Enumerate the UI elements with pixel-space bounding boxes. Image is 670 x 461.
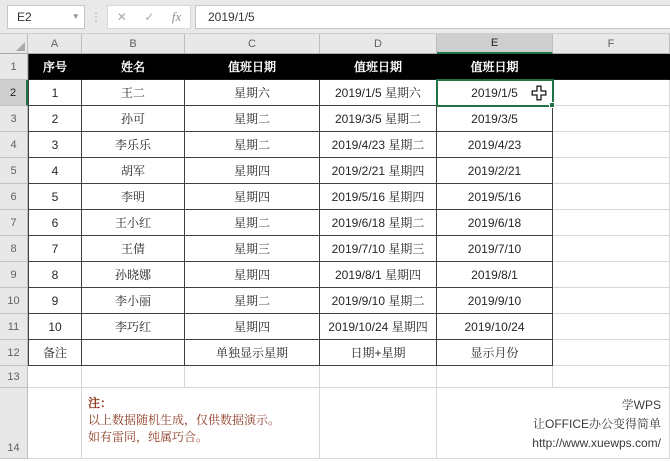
row-header-10[interactable]: 10 (0, 288, 28, 314)
row-header-6[interactable]: 6 (0, 184, 28, 210)
table-cell[interactable]: 日期+星期 (320, 340, 437, 366)
table-header-cell[interactable]: 姓名 (82, 54, 185, 80)
table-cell[interactable]: 星期四 (185, 314, 320, 340)
table-cell[interactable]: 王二 (82, 80, 185, 106)
table-cell[interactable]: 2019/8/1 星期四 (320, 262, 437, 288)
table-cell[interactable]: 2019/3/5 (437, 106, 553, 132)
column-header-e[interactable]: E (437, 34, 553, 54)
empty-cell[interactable] (553, 340, 670, 366)
empty-cell[interactable] (82, 366, 185, 388)
cell-cursor-icon (531, 85, 547, 101)
table-cell[interactable]: 7 (28, 236, 82, 262)
table-header-cell[interactable]: 值班日期 (437, 54, 553, 80)
notes-cell[interactable] (82, 388, 281, 459)
notes-text (82, 388, 322, 446)
footer-line: 学WPS (621, 398, 661, 412)
row-header-3[interactable]: 3 (0, 106, 28, 132)
row-header-7[interactable]: 7 (0, 210, 28, 236)
table-cell[interactable]: 孙晓娜 (82, 262, 185, 288)
table-cell[interactable]: 星期三 (185, 236, 320, 262)
table-cell[interactable]: 星期六 (185, 80, 320, 106)
table-cell[interactable]: 2019/9/10 星期二 (320, 288, 437, 314)
empty-cell[interactable] (185, 366, 320, 388)
table-header-cell[interactable]: 值班日期 (320, 54, 437, 80)
table-cell[interactable]: 李明 (82, 184, 185, 210)
empty-cell[interactable] (28, 366, 82, 388)
row-header-13[interactable]: 13 (0, 366, 28, 388)
note-line: 如有雷同，纯属巧合。 (88, 430, 209, 444)
table-cell[interactable]: 2019/2/21 (437, 158, 553, 184)
row-header-5[interactable]: 5 (0, 158, 28, 184)
spreadsheet-grid (0, 34, 670, 459)
formula-buttons (107, 5, 191, 29)
column-header-b[interactable]: B (82, 34, 185, 54)
row-header-11[interactable]: 11 (0, 314, 28, 340)
table-cell[interactable]: 2019/5/16 (437, 184, 553, 210)
row-header-1[interactable]: 1 (0, 54, 28, 80)
table-cell[interactable]: 2019/3/5 星期二 (320, 106, 437, 132)
table-cell[interactable]: 星期二 (185, 288, 320, 314)
insert-function-icon[interactable]: fx (171, 9, 182, 24)
table-cell[interactable] (82, 340, 185, 366)
table-cell[interactable]: 3 (28, 132, 82, 158)
table-cell[interactable]: 星期二 (185, 132, 320, 158)
table-cell[interactable]: 10 (28, 314, 82, 340)
empty-cell[interactable] (320, 366, 437, 388)
empty-cell[interactable] (553, 366, 670, 388)
column-header-c[interactable]: C (185, 34, 320, 54)
column-header-a[interactable]: A (28, 34, 82, 54)
table-cell[interactable]: 2019/7/10 星期三 (320, 236, 437, 262)
table-cell[interactable]: 6 (28, 210, 82, 236)
empty-cell[interactable] (437, 366, 553, 388)
select-all-corner[interactable] (0, 34, 28, 54)
empty-cell[interactable] (553, 184, 670, 210)
table-cell[interactable]: 备注 (28, 340, 82, 366)
confirm-icon[interactable]: ✓ (144, 9, 155, 24)
table-header-cell[interactable]: 值班日期 (185, 54, 320, 80)
table-cell[interactable]: 星期四 (185, 158, 320, 184)
table-cell[interactable]: 显示月份 (437, 340, 553, 366)
empty-cell[interactable] (553, 54, 670, 80)
table-cell[interactable]: 1 (28, 80, 82, 106)
table-cell[interactable]: 李乐乐 (82, 132, 185, 158)
empty-cell[interactable] (553, 262, 670, 288)
table-cell[interactable]: 星期四 (185, 184, 320, 210)
empty-cell[interactable] (553, 210, 670, 236)
empty-cell[interactable] (553, 106, 670, 132)
table-cell[interactable]: 胡军 (82, 158, 185, 184)
table-cell[interactable]: 星期四 (185, 262, 320, 288)
row-header-4[interactable]: 4 (0, 132, 28, 158)
table-cell[interactable]: 2019/8/1 (437, 262, 553, 288)
table-cell[interactable]: 孙可 (82, 106, 185, 132)
row-header-9[interactable]: 9 (0, 262, 28, 288)
formula-bar (0, 0, 670, 34)
formula-input[interactable]: 2019/1/5 (195, 5, 670, 29)
select-all-triangle-icon (16, 42, 25, 51)
empty-cell[interactable] (553, 236, 670, 262)
note-title: 注： (88, 396, 113, 410)
empty-cell[interactable] (320, 388, 437, 459)
table-cell[interactable]: 2019/1/5 星期六 (320, 80, 437, 106)
table-cell[interactable]: 2019/10/24 星期四 (320, 314, 437, 340)
table-cell[interactable]: 王小红 (82, 210, 185, 236)
row-header-8[interactable]: 8 (0, 236, 28, 262)
row-header-2[interactable]: 2 (0, 80, 28, 106)
table-cell[interactable]: 2019/4/23 星期二 (320, 132, 437, 158)
table-cell[interactable]: 单独显示星期 (185, 340, 320, 366)
active-cell-value: 2019/1/5 (471, 85, 518, 100)
chevron-down-icon[interactable]: ▾ (73, 11, 78, 21)
table-cell[interactable]: 星期二 (185, 210, 320, 236)
cancel-icon[interactable]: ✕ (116, 9, 127, 24)
footer-line: 让OFFICE办公变得简单 (533, 417, 661, 431)
row-header-14[interactable]: 14 (0, 388, 28, 459)
footer-cell[interactable] (437, 388, 670, 459)
table-cell[interactable]: 2019/9/10 (437, 288, 553, 314)
table-cell[interactable]: 王倩 (82, 236, 185, 262)
empty-cell[interactable] (553, 158, 670, 184)
name-box[interactable] (7, 5, 85, 29)
table-cell[interactable]: 5 (28, 184, 82, 210)
table-cell[interactable]: 李巧红 (82, 314, 185, 340)
table-header-cell[interactable]: 序号 (28, 54, 82, 80)
table-cell[interactable]: 2019/6/18 (437, 210, 553, 236)
empty-cell[interactable] (553, 314, 670, 340)
empty-cell[interactable] (553, 288, 670, 314)
empty-cell[interactable] (553, 132, 670, 158)
empty-cell[interactable] (28, 388, 82, 459)
table-cell[interactable]: 9 (28, 288, 82, 314)
fill-handle[interactable] (549, 102, 555, 108)
table-cell[interactable]: 8 (28, 262, 82, 288)
table-cell[interactable]: 2019/5/16 星期四 (320, 184, 437, 210)
table-cell[interactable]: 2 (28, 106, 82, 132)
table-cell[interactable]: 2019/10/24 (437, 314, 553, 340)
cell-reference: E2 (17, 9, 32, 24)
column-header-f[interactable]: F (553, 34, 670, 54)
separator-grip-icon: ⋮ (90, 9, 102, 24)
empty-cell[interactable] (553, 80, 670, 106)
table-cell[interactable]: 2019/6/18 星期二 (320, 210, 437, 236)
column-header-d[interactable]: D (320, 34, 437, 54)
note-line: 以上数据随机生成，仅供数据演示。 (88, 413, 281, 427)
table-cell[interactable]: 2019/2/21 星期四 (320, 158, 437, 184)
table-cell[interactable]: 4 (28, 158, 82, 184)
table-cell[interactable]: 2019/4/23 (437, 132, 553, 158)
table-cell[interactable]: 李小丽 (82, 288, 185, 314)
footer-line: http://www.xuewps.com/ (532, 436, 661, 450)
row-header-12[interactable]: 12 (0, 340, 28, 366)
table-cell[interactable]: 星期二 (185, 106, 320, 132)
table-cell[interactable]: 2019/7/10 (437, 236, 553, 262)
